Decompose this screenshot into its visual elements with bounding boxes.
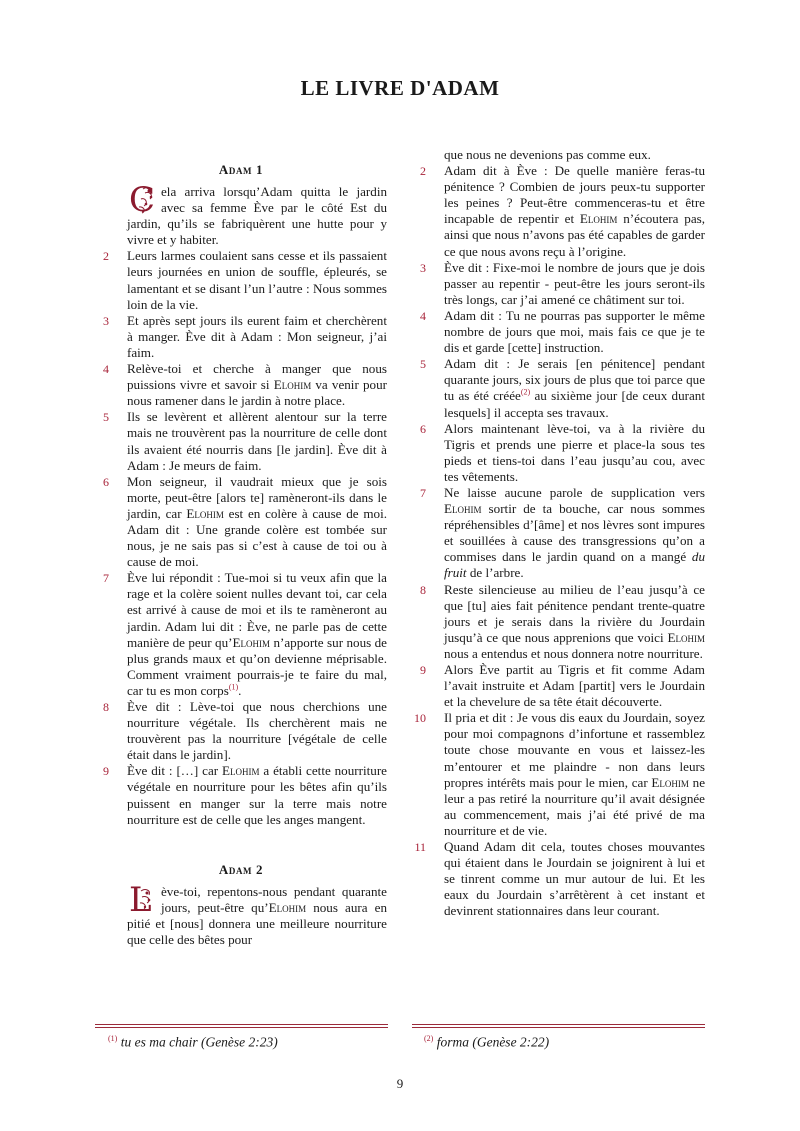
divine-name: Elohim xyxy=(444,501,482,517)
divine-name: Elohim xyxy=(651,774,689,790)
divine-name: Elohim xyxy=(579,211,618,227)
divine-name: Elohim xyxy=(273,377,312,393)
verse-2-2 xyxy=(412,163,705,260)
verse-text: Ève dit : […] car xyxy=(127,763,219,779)
page-title: LE LIVRE D'ADAM xyxy=(300,76,500,100)
verse-number: 5 xyxy=(420,357,426,372)
footnote-marker[interactable]: (2) xyxy=(520,388,531,398)
verse-number: 8 xyxy=(103,700,109,714)
footnote-text: forma (Genèse 2:22) xyxy=(436,1034,550,1050)
drop-cap-letter: C xyxy=(129,180,156,220)
verse-2-7 xyxy=(412,485,705,582)
verse-9 xyxy=(95,763,387,827)
verse-text: Ève dit : Lève-toi que nous cherchions une nourriture végétale. Ils cherchèrent mais ne trouvèrent pas la nourriture [végétale de celle était dans le jardin]. xyxy=(127,699,387,763)
verse-2-8 xyxy=(412,582,705,662)
verse-text: Quand Adam dit cela, toutes choses mouvantes qui étaient dans le Jourdain se joignirent à lui et se tinrent comme un mur autour de lui. Et les eaux du Jourdain s’arrêtèrent à cet instant et devinrent stationnaires dans leur courant. xyxy=(444,839,705,919)
verse-number: 2 xyxy=(103,249,109,264)
verse-number: 9 xyxy=(420,663,426,677)
divine-name: Elohim xyxy=(186,505,224,521)
verse-number: 11 xyxy=(414,840,426,855)
footnote-1 xyxy=(108,1034,278,1051)
verse-6 xyxy=(95,474,387,571)
verse-2 xyxy=(95,248,387,312)
verse-text: nous a entendus et nous donnera notre nourriture. xyxy=(444,645,703,661)
verse-text: Et après sept jours ils eurent faim et cherchèrent à manger. Ève dit à Adam : Mon seigneur, j’ai faim. xyxy=(127,312,387,360)
verse-1 xyxy=(95,180,387,248)
divine-name: Elohim xyxy=(222,763,260,779)
divine-name: Elohim xyxy=(268,899,307,915)
verse-2-1 xyxy=(95,879,387,948)
verse-7 xyxy=(95,570,387,699)
verse-text: de l’arbre. xyxy=(469,565,524,581)
verse-number: 3 xyxy=(103,313,109,328)
drop-cap-l xyxy=(127,879,157,920)
verse-text: sortir de ta bouche, car nous sommes répréhensibles d’[âme] et nos lèvres sont impures et souillées à cause des transgressions qu’on a commises dans le jardin quand on a mangé xyxy=(444,501,705,565)
verse-2-6 xyxy=(412,421,705,485)
verse-text: va venir pour nous ramener dans le jardin à notre place. xyxy=(127,377,387,409)
footnote-text: tu es ma chair (Genèse 2:23) xyxy=(120,1034,278,1050)
drop-cap-c xyxy=(127,180,157,220)
verse-text: ève-toi, repentons-nous pendant quarante jours, peut-être qu’ xyxy=(161,883,387,915)
verse-text: ne leur a pas retiré la nourriture qu’il avait désignée au commencement, mais j’ai été privé de ma nourriture et de vie. xyxy=(444,774,705,838)
verse-3 xyxy=(95,313,387,361)
section-heading-adam-1: Adam 1 xyxy=(218,162,264,177)
verse-2-10 xyxy=(412,710,705,839)
verse-continuation xyxy=(412,147,705,163)
verse-2-9 xyxy=(412,662,705,710)
verse-2-4 xyxy=(412,308,705,356)
verse-text: que nous ne devenions pas comme eux. xyxy=(444,147,651,162)
verse-text: n’écoutera pas, ainsi que nous n’avons pas été capables de garder ce que nous avons reçu à l’origine. xyxy=(444,211,705,259)
footnote-divider-left xyxy=(95,1024,388,1029)
left-column xyxy=(95,162,387,948)
section-heading-adam-2: Adam 2 xyxy=(218,861,264,877)
verse-number: 9 xyxy=(103,764,109,779)
verse-number: 10 xyxy=(414,711,426,726)
verse-text: Relève-toi et cherche à manger que nous puissions vivre et savoir si xyxy=(127,361,387,393)
verse-number: 8 xyxy=(420,582,426,597)
verse-number: 7 xyxy=(103,571,109,586)
divine-name: Elohim xyxy=(232,634,271,650)
verse-text: Ne laisse aucune parole de supplication vers xyxy=(444,484,705,500)
verse-2-3 xyxy=(412,260,705,308)
verse-text: est en colère à cause de moi. Adam dit : Une grande colère est tombée sur nous, je ne sais pas si c’est à cause de toi ou à cause de moi. xyxy=(127,505,388,570)
verse-text: Alors Ève partit au Tigris et fit comme Adam l’avait instruite et Adam [partit] vers le Jourdain et la chevelure de sa tête était découverte. xyxy=(444,662,705,710)
verse-text: ela arriva lorsqu’Adam quitta le jardin avec sa femme Ève par le côté Est du jardin, qu’ils se fabriquèrent une hutte pour y vivre et y habiter. xyxy=(127,184,387,248)
verse-text: Mon seigneur, il vaudrait mieux que je sois morte, peut-être [alors te] ramèneront-ils dans le jardin, car xyxy=(127,473,387,521)
drop-cap-letter: L xyxy=(129,879,152,920)
verse-number: 6 xyxy=(103,474,109,489)
verse-number: 5 xyxy=(103,410,109,425)
verse-text: Il pria et dit : Je vous dis eaux du Jourdain, soyez pour moi compagnons d’infortune et rassemblez toute chose mouvante en vous et laissez-les m’entourer et me plaindre - non dans leurs propres intérêts mais pour le mien, car xyxy=(444,710,705,790)
verse-text: Leurs larmes coulaient sans cesse et ils passaient leurs journées en union de souffle, épleurés, se lamentant et se disant l’un l’autre : Nous sommes loin de la vie. xyxy=(127,248,387,312)
divine-name: Elohim xyxy=(667,629,705,645)
verse-text: au sixième jour [de ceux durant lesquels] il accepta ses travaux. xyxy=(444,388,705,420)
verse-number: 4 xyxy=(103,362,109,377)
verse-number: 3 xyxy=(420,260,426,275)
verse-text: n’apporte sur nous de plus grands maux et qu’on devienne méprisable. Comment vraiment pourrais-je te faire du mal, car tu es mon corps xyxy=(127,634,387,698)
footnote-mark: (1) xyxy=(108,1034,118,1043)
page-number: 9 xyxy=(396,1076,404,1091)
verse-8 xyxy=(95,699,387,763)
footnote-2 xyxy=(424,1034,549,1051)
footnote-mark: (2) xyxy=(424,1034,434,1043)
verse-2-5 xyxy=(412,356,705,420)
verse-number: 4 xyxy=(420,308,426,323)
right-column xyxy=(412,147,705,920)
verse-text: Adam dit : Tu ne pourras pas supporter le même nombre de jours que moi, mais fais ce que je te dis et garde [cette] instruction. xyxy=(444,307,705,356)
verse-text: Ils se levèrent et allèrent alentour sur la terre mais ne trouvèrent pas la nourriture de celle dont ils avaient été nourris dans [le jardin]. Ève dit à Adam : Je meurs de faim. xyxy=(127,409,387,473)
verse-number: 6 xyxy=(420,421,426,436)
verse-text: Ève dit : Fixe-moi le nombre de jours que je dois passer au repentir - peut-être les jours seront-ils très longs, car j’ai amené ce châtiment sur toi. xyxy=(444,259,705,307)
verse-text: Alors maintenant lève-toi, va à la rivière du Tigris et prends une pierre et place-la sous tes pieds et tiens-toi dans l’eau jusqu’au cou, avec tes vêtements. xyxy=(444,420,705,484)
verse-4 xyxy=(95,361,387,409)
verse-text: Adam dit : Je serais [en pénitence] pendant quarante jours, six jours de plus que toi parce que tu as été créée xyxy=(444,356,705,404)
verse-text: . xyxy=(238,682,242,698)
footnote-marker[interactable]: (1) xyxy=(228,682,239,692)
footnote-divider-right xyxy=(412,1024,705,1029)
verse-2-11 xyxy=(412,839,705,919)
verse-text: Reste silencieuse au milieu de l’eau jusqu’à ce que [tu] aies fait pénitence pendant trente-quatre jours et je serais dans la rivière du Jourdain jusqu’à ce que nous apprenions que voici xyxy=(444,581,705,645)
verse-number: 7 xyxy=(420,485,426,500)
verse-text: Adam dit à Ève : De quelle manière feras-tu pénitence ? Combien de jours peux-tu supporter les peines ? Peut-être commenceras-tu et être incapable de repentir et xyxy=(444,163,705,227)
emphasis: du fruit xyxy=(444,549,705,581)
verse-text: nous aura en pitié et [nous] donnera une meilleure nourriture que celle des bêtes pour xyxy=(127,899,387,948)
verse-text: a établi cette nourriture végétale en nourriture pour les bêtes afin qu’ils puissent en manger sur la terre mais notre nourriture est de celle que les anges mangent. xyxy=(127,763,387,827)
verse-text: Ève lui répondit : Tue-moi si tu veux afin que la rage et la colère soient nulles devant toi, car cela est arrivé à cause de moi et ils te ramèneront au jardin. Adam lui dit : Ève, ne parle pas de cette manière de peur qu’ xyxy=(127,570,387,650)
verse-number: 2 xyxy=(420,164,426,179)
verse-5 xyxy=(95,409,387,473)
